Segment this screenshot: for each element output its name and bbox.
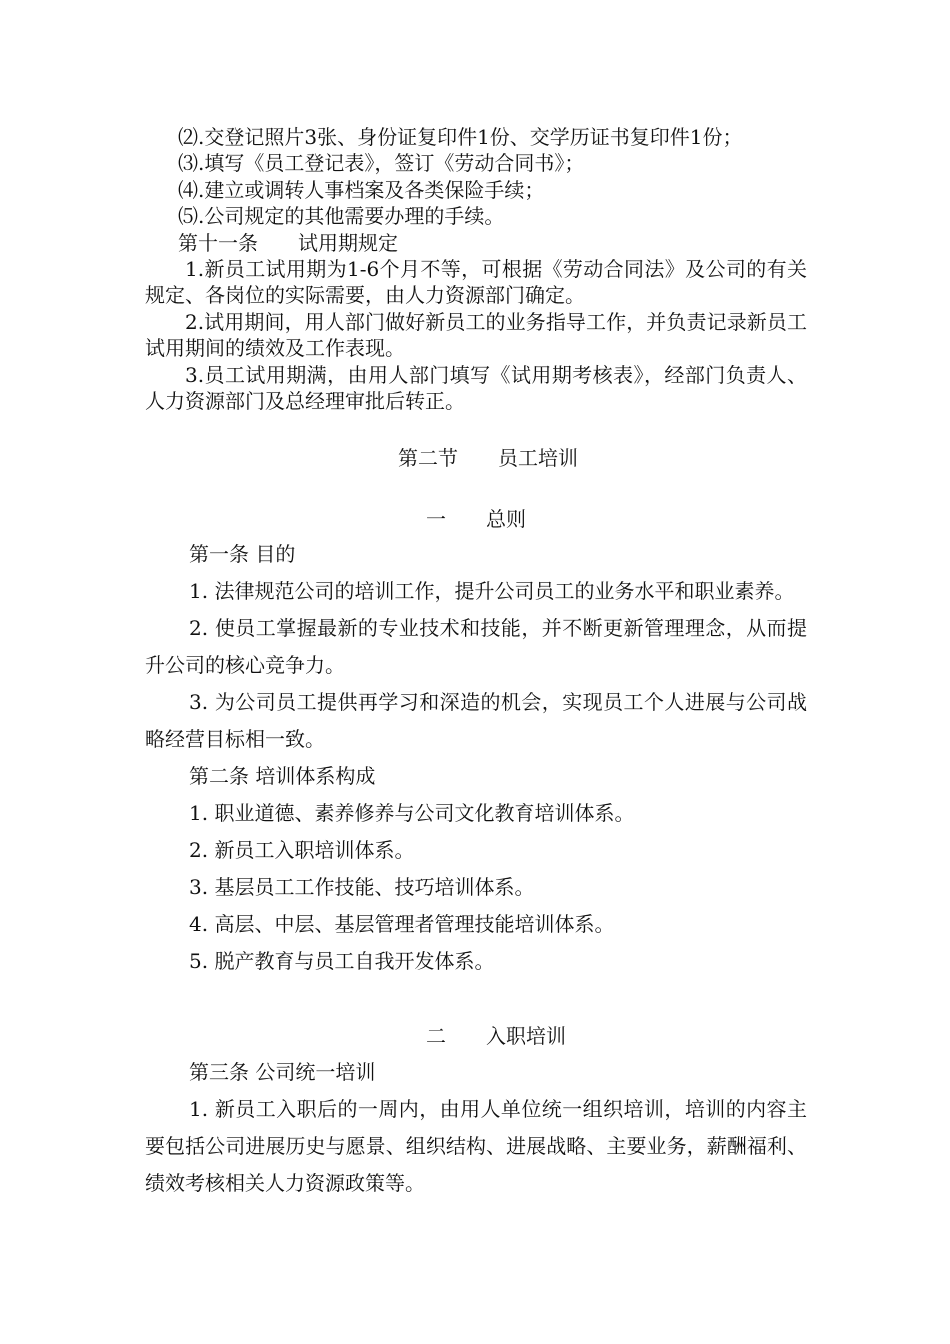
procedure-item-5: ⑸.公司规定的其他需要办理的手续。	[178, 204, 505, 229]
training-item-1: 1. 新员工入职后的一周内，由用人单位统一组织培训，培训的内容主要包括公司进展历史与愿景、组织结构、进展战略、主要业务，薪酬福利、绩效考核相关人力资源政策等。	[145, 1097, 807, 1195]
chapter-title-general: 一 总则	[426, 507, 526, 531]
procedure-item-3: ⑶.填写《员工登记表》，签订《劳动合同书》；	[178, 151, 585, 176]
onboarding-training-block	[145, 1054, 807, 1202]
system-item-3: 3. 基层员工工作技能、技巧培训体系。	[189, 875, 535, 899]
onboarding-procedures-block	[145, 124, 807, 414]
procedure-item-4: ⑷.建立或调转人事档案及各类保险手续；	[178, 177, 545, 202]
probation-rule-2: 2.试用期间，用人部门做好新员工的业务指导工作，并负责记录新员工试用期间的绩效及工作表现。	[145, 309, 807, 361]
system-item-2: 2. 新员工入职培训体系。	[189, 838, 415, 862]
system-item-5: 5. 脱产教育与员工自我开发体系。	[189, 949, 495, 973]
article-1-heading: 第一条 目的	[189, 542, 296, 566]
purpose-item-1: 1. 法律规范公司的培训工作，提升公司员工的业务水平和职业素养。	[189, 579, 795, 603]
system-item-1: 1. 职业道德、素养修养与公司文化教育培训体系。	[189, 801, 635, 825]
general-provisions-block	[145, 536, 807, 980]
article-11-heading: 第十一条 试用期规定	[178, 230, 398, 255]
article-3-heading: 第三条 公司统一培训	[189, 1060, 376, 1084]
procedure-item-2: ⑵.交登记照片3张、身份证复印件1份、交学历证书复印件1份；	[178, 125, 743, 149]
system-item-4: 4. 高层、中层、基层管理者管理技能培训体系。	[189, 912, 615, 936]
probation-rule-1: 1.新员工试用期为1-6个月不等，可根据《劳动合同法》及公司的有关规定、各岗位的实际需要，由人力资源部门确定。	[145, 257, 807, 308]
chapter-title-onboarding: 二 入职培训	[426, 1024, 566, 1048]
probation-rule-3: 3.员工试用期满，由用人部门填写《试用期考核表》，经部门负责人、人力资源部门及总经理审批后转正。	[145, 362, 807, 414]
purpose-item-2: 2. 使员工掌握最新的专业技术和技能，并不断更新管理理念，从而提升公司的核心竞争力。	[145, 616, 807, 677]
article-2-heading: 第二条 培训体系构成	[189, 764, 376, 788]
section-title: 第二节 员工培训	[398, 446, 578, 470]
purpose-item-3: 3. 为公司员工提供再学习和深造的机会，实现员工个人进展与公司战略经营目标相一致。	[145, 690, 807, 751]
